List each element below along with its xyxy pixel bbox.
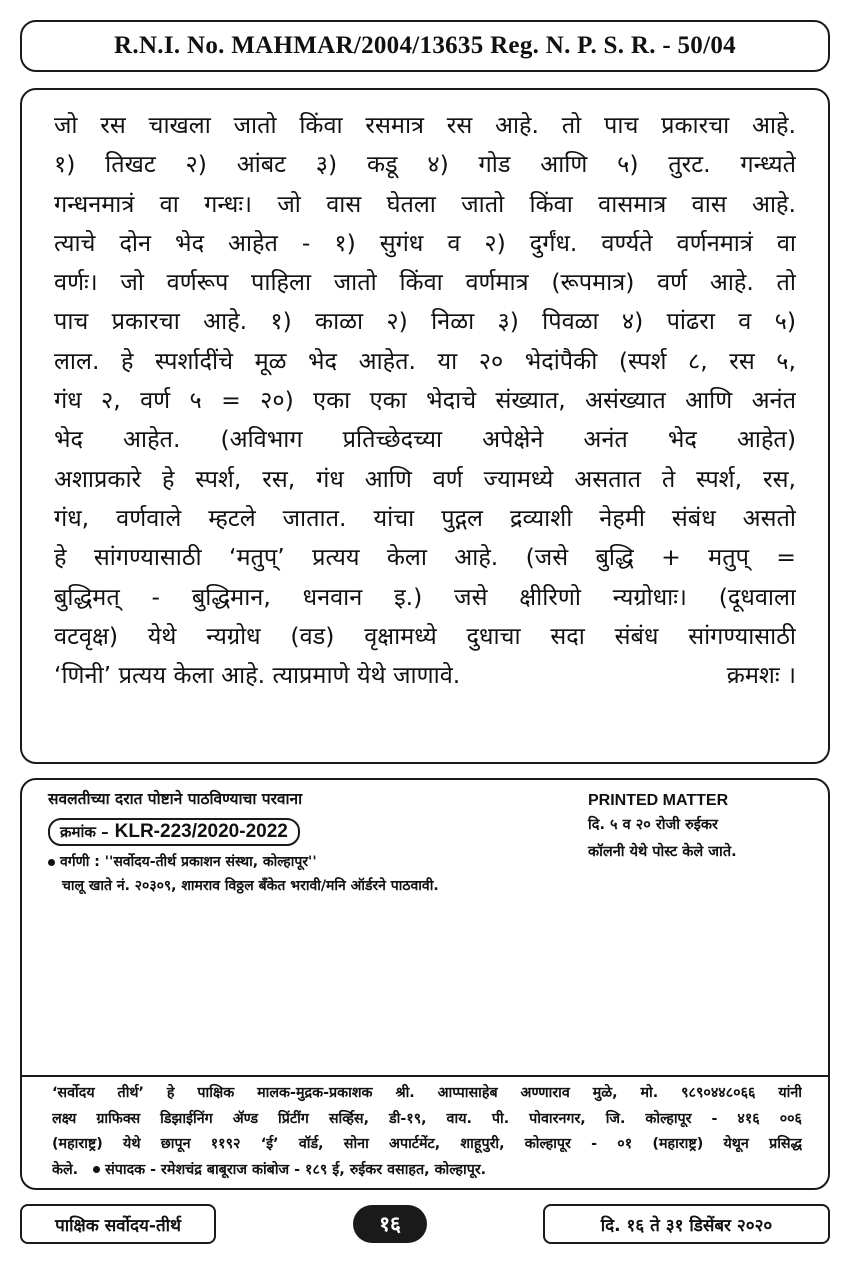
imprint-last-line — [52, 1158, 802, 1184]
article-last-line — [54, 656, 796, 695]
issue-date: दि. १६ ते ३१ डिसेंबर २०२० — [600, 1215, 773, 1236]
editor-line: संपादक - रमेशचंद्र बाबूराज कांबोज - १८९ ई, रुईकर वसाहत, कोल्हापूर. — [105, 1161, 487, 1178]
imprint-line: ‘सर्वोदय तीर्थ’ हे पाक्षिक मालक-मुद्रक-प्रकाशक श्री. आप्पासाहेब अण्णाराव मुळे, मो. ९८९०४४८०६६ यांनी — [52, 1085, 802, 1101]
issue-date-box — [543, 1204, 830, 1244]
article-line: लाल. हे स्पर्शादींचे मूळ भेद आहेत. या २० भेदांपैकी (स्पर्श ८, रस ५, — [54, 346, 796, 375]
publication-name: पाक्षिक सर्वोदय-तीर्थ — [55, 1215, 181, 1236]
imprint-last-prefix: केले. — [52, 1161, 79, 1178]
subscription-text: वर्गणी : ''सर्वोदय-तीर्थ प्रकाशन संस्था, कोल्हापूर'' — [60, 854, 317, 870]
article-line: अशाप्रकारे हे स्पर्श, रस, गंध आणि वर्ण ज्यामध्ये असतात ते स्पर्श, रस, — [54, 464, 796, 493]
continued-marker: क्रमशः । — [726, 661, 796, 690]
rni-text: R.N.I. No. MAHMAR/2004/13635 Reg. N. P. S. R. - 50/04 — [114, 32, 736, 59]
imprint-block — [52, 1081, 802, 1183]
imprint-line: लक्ष्य ग्राफिक्स डिझाईनिंग ॲण्ड प्रिंटींग सर्व्हिस, डी-१९, वाय. पी. पोवारनगर, जि. कोल्हापूर - ४१६ ००६ — [52, 1110, 802, 1127]
article-line: त्याचे दोन भेद आहेत - १) सुगंध व २) दुर्गंध. वर्ण्यते वर्णनमात्रं वा — [54, 228, 796, 257]
subscription-line — [48, 850, 439, 874]
permit-label: क्रमांक – — [60, 823, 109, 841]
article-last-text: ‘णिनी’ प्रत्यय केला आहे. त्याप्रमाणे येथे जाणावे. — [54, 661, 461, 690]
account-line: चालू खाते नं. २०३०९, शामराव विठ्ठल बँकेत भरावी/मनि ऑर्डरने पाठवावी. — [62, 878, 439, 894]
bullet-icon — [48, 859, 55, 866]
printed-matter-label: PRINTED MATTER — [588, 792, 729, 809]
mailing-right — [588, 790, 737, 866]
posting-line-2: कॉलनी येथे पोस्ट केले जाते. — [588, 844, 737, 860]
article-line: १) तिखट २) आंबट ३) कडू ४) गोड आणि ५) तुरट. गन्ध्यते — [54, 150, 796, 179]
article-line: पाच प्रकारचा आहे. १) काळा २) निळा ३) पिवळा ४) पांढरा व ५) — [54, 307, 796, 336]
publication-name-box — [20, 1204, 216, 1244]
article-line: गंध २, वर्ण ५ = २०) एका एका भेदाचे संख्यात, असंख्यात आणि अनंत — [54, 386, 796, 415]
concession-heading: सवलतीच्या दरात पोष्टाने पाठविण्याचा परवाना — [48, 790, 303, 808]
article-line: वर्णः। जो वर्णरूप पाहिला जातो किंवा वर्णमात्र (रूपमात्र) वर्ण आहे. तो — [54, 268, 796, 297]
article-line: वटवृक्ष) येथे न्यग्रोध (वड) वृक्षामध्ये दुधाचा सदा संबंध सांगण्यासाठी — [54, 621, 796, 650]
article-line: बुद्धिमत् - बुद्धिमान, धनवान इ.) जसे क्षीरिणो न्यग्रोधाः। (दूधवाला — [54, 582, 796, 611]
article-line: भेद आहेत. (अविभाग प्रतिच्छेदच्या अपेक्षेने अनंत भेद आहेत) — [54, 425, 796, 454]
divider — [22, 1075, 828, 1077]
rni-header — [20, 20, 830, 72]
article-body — [20, 88, 830, 764]
article-line: गन्धनमात्रं वा गन्धः। जो वास घेतला जातो किंवा वासमात्र वास आहे. — [54, 189, 796, 218]
bullet-icon — [93, 1166, 100, 1173]
article-line: जो रस चाखला जातो किंवा रसमात्र रस आहे. तो पाच प्रकारचा आहे. — [54, 111, 796, 139]
mailing-box — [20, 778, 830, 1190]
imprint-line: (महाराष्ट्र) येथे छापून ११९२ ‘ई’ वॉर्ड, सोना अपार्टमेंट, शाहूपुरी, कोल्हापूर - ०१ (महाराष्ट्र) येथून प्रसिद्ध — [52, 1136, 802, 1152]
page-number-text: १६ — [379, 1212, 401, 1236]
mailing-left — [48, 788, 439, 898]
permit-number: KLR-223/2020-2022 — [114, 821, 288, 842]
page-number — [353, 1205, 427, 1243]
article-line: हे सांगण्यासाठी ‘मतुप्’ प्रत्यय केला आहे. (जसे बुद्धि + मतुप् = — [54, 543, 796, 572]
posting-line-1: दि. ५ व २० रोजी रुईकर — [588, 817, 718, 833]
permit-badge — [48, 818, 300, 846]
article-line: गंध, वर्णवाले म्हटले जातात. यांचा पुद्गल द्रव्याशी नेहमी संबंध असतो — [54, 503, 796, 532]
